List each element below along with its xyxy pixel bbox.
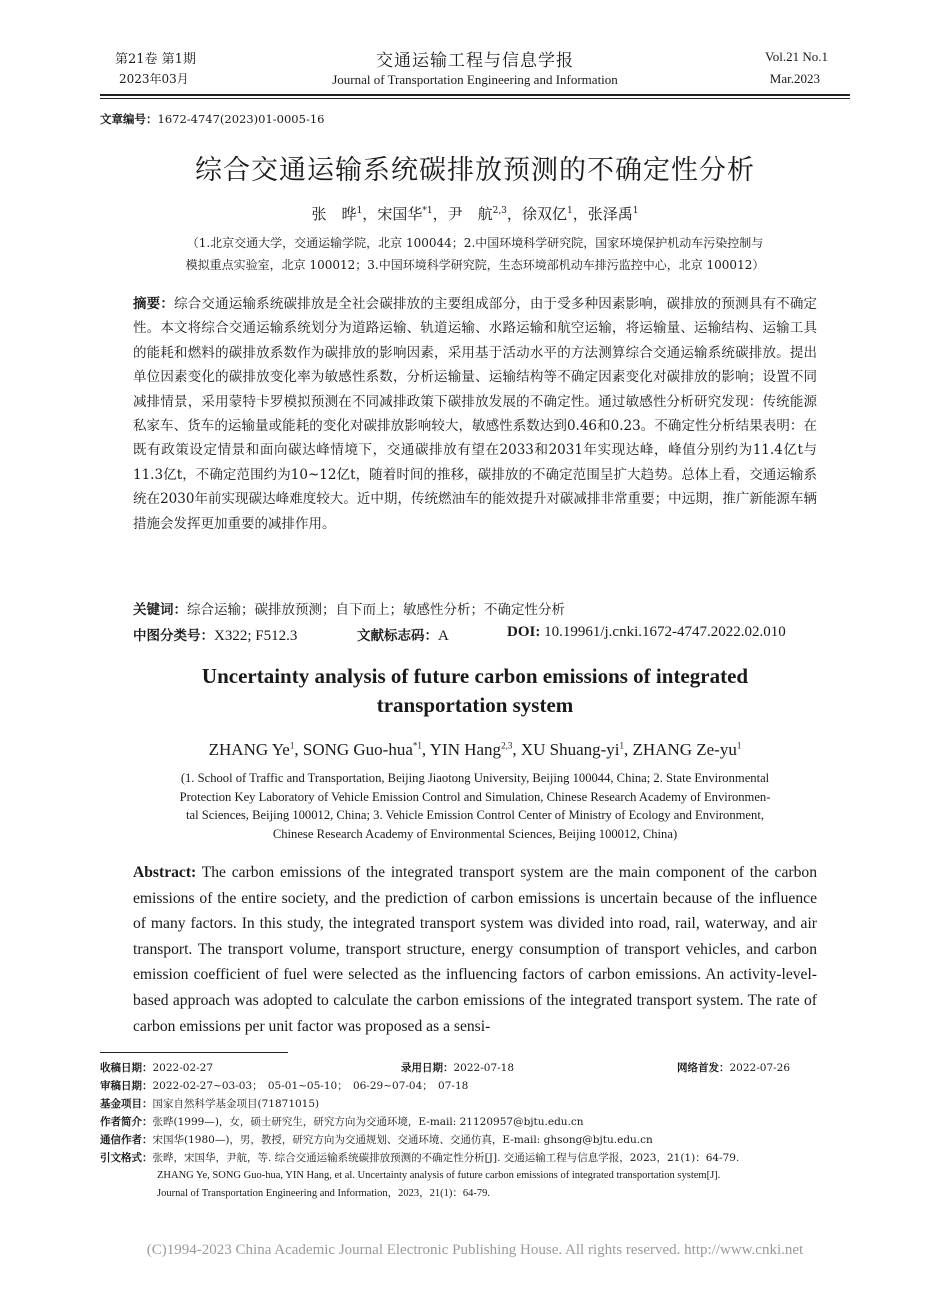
footnote-citation-en: ZHANG Ye, SONG Guo-hua, YIN Hang, et al. Uncertainty analysis of future carbon emissions of integrated transportation system[J]. — [157, 1170, 721, 1181]
author-en: YIN Hang — [429, 740, 502, 759]
footnote-review: 审稿日期：2022-02-27~03-03； 05-01~05-10； 06-29~07-04； 07-18 — [100, 1080, 469, 1092]
journal-name-cn: 交通运输工程与信息学报 — [376, 51, 574, 71]
footnote-corresponding: 通信作者：宋国华(1980—)，男，教授，研究方向为交通规划、交通环境、交通仿真，E-mail: ghsong@bjtu.edu.cn — [100, 1134, 653, 1146]
header-rule-thin — [100, 98, 850, 99]
affiliations-en: (1. School of Traffic and Transportation, Beijing Jiaotong University, Beijing 100044, China; 2. State Environmental Protection Key Laboratory of Vehicle Emission Control and Simulation, Chinese Research Academy of Environmen- tal Sciences, Beijing 100012, China; 3. Vehicle Emission Control Center of Ministry of Ecology and Environment, Chinese Research Academy of Environmental Sciences, Beijing 100012, China) — [179, 771, 771, 842]
keywords-cn: 关键词：综合运输；碳排放预测；自下而上；敏感性分析；不确定性分析 — [133, 602, 565, 618]
author-en: SONG Guo-hua — [302, 740, 413, 759]
footnote-citation-en-2: Journal of Transportation Engineering and Information，2023，21(1)：64-79. — [157, 1188, 491, 1199]
journal-name-en: Journal of Transportation Engineering and Information — [332, 72, 618, 87]
authors-cn: 张 晔$^1$，宋国华$^{*1}$，尹 航$^{2,3}$，徐双亿$^1$，张泽禹$^1$ — [311, 205, 639, 223]
authors-en: ZHANG Ye$^1$, SONG Guo-hua$^{*1}$, YIN Hang$^{2,3}$, XU Shuang-$yi^1$, ZHANG $Ze-yu^1$ — [208, 740, 742, 759]
author-en: ZHANG Ze-yu — [632, 740, 737, 759]
author-en: XU Shuang-yi — [520, 740, 620, 759]
volume-issue-en: Vol.21 No.1 — [765, 49, 828, 64]
footnote-fund: 基金项目：国家自然科学基金项目(71871015) — [100, 1098, 320, 1110]
abstract-cn: 摘要：综合交通运输系统碳排放是全社会碳排放的主要组成部分，由于受多种因素影响，碳排放的预测具有不确定性。本文将综合交通运输系统划分为道路运输、轨道运输、水路运输和航空运输，将运输量、运输结构、运输工具的能耗和燃料的碳排放系数作为碳排放的影响因素，采用基于活动水平的方法测算综合交通运输系统碳排放。提出单位因素变化的碳排放变化率为敏感性系数，分析运输量、运输结构等不确定因素变化对碳排放的影响；设置不同减排情景，采用蒙特卡罗模拟预测在不同减排政策下碳排放发展的不确定性。通过敏感性分析研究发现：传统能源私家车、货车的运输量或能耗的变化对碳排放影响较大，敏感性系数达到0.46和0.23。不确定性分析结果表明：在既有政策设定情景和面向碳达峰情境下，交通碳排放有望在2033和2031年实现达峰，峰值分别约为11.4亿t与11.3亿t，不确定范围约为10~12亿t，随着时间的推移，碳排放的不确定范围呈扩大趋势。总体上看，交通运输系统在2030年前实现碳达峰难度较大。近中期，传统燃油车的能效提升对碳减排非常重要；中远期，推广新能源车辆措施会发挥更加重要的减排作用。 — [133, 296, 818, 532]
running-header — [100, 46, 850, 96]
copyright-watermark: (C)1994-2023 China Academic Journal Electronic Publishing House. All rights reserved. http://www.cnki.net — [146, 1242, 804, 1258]
volume-issue-cn: 第21卷 第1期 — [115, 52, 196, 67]
date-cn: 2023年03月 — [119, 72, 189, 86]
title-en: Uncertainty analysis of future carbon emissions of integrated transportation system — [201, 664, 749, 717]
footnote-author: 作者简介：张晔(1999—)，女，硕士研究生，研究方向为交通环境，E-mail: 21120957@bjtu.edu.cn — [100, 1116, 584, 1128]
author-cn: 张泽禹 — [587, 205, 633, 223]
affiliations-cn: （1.北京交通大学，交通运输学院，北京 100044；2.中国环境科学研究院，国家环境保护机动车污染控制与 模拟重点实验室，北京 100012；3.中国环境科学研究院，生态环境部机动车排污监控中心，北京 100012） — [185, 236, 765, 272]
article-number: 文章编号：1672-4747(2023)01-0005-16 — [100, 112, 325, 126]
author-cn: 宋国华 — [377, 205, 423, 223]
footnote-rule — [100, 1052, 288, 1053]
abstract-en: Abstract: The carbon emissions of the integrated transport system are the main component of the carbon emissions of the entire society, and the prediction of carbon emissions is uncertain because of the influence of many factors. In this study, the integrated transport system was divided into road, rail, waterway, and air transport. The transport volume, transport structure, energy consumption of transport vehicles, and carbon emission coefficient of fuel were selected as the influencing factors of carbon emissions. An activity-level-based approach was adopted to calculate the carbon emissions of the integrated transport system. The rate of carbon emissions per unit factor was proposed as a sensi- — [133, 864, 817, 1035]
author-cn: 尹 航 — [447, 205, 493, 223]
author-cn: 徐双亿 — [521, 205, 567, 223]
author-cn: 张 晔 — [311, 205, 357, 223]
author-en: ZHANG Ye — [208, 740, 290, 759]
footnote-citation: 引文格式：张晔，宋国华，尹航，等. 综合交通运输系统碳排放预测的不确定性分析[J]. 交通运输工程与信息学报，2023，21(1)：64-79. — [100, 1152, 740, 1164]
header-rule — [100, 94, 850, 96]
date-en: Mar.2023 — [769, 71, 820, 86]
title-cn: 综合交通运输系统碳排放预测的不确定性分析 — [195, 155, 755, 186]
